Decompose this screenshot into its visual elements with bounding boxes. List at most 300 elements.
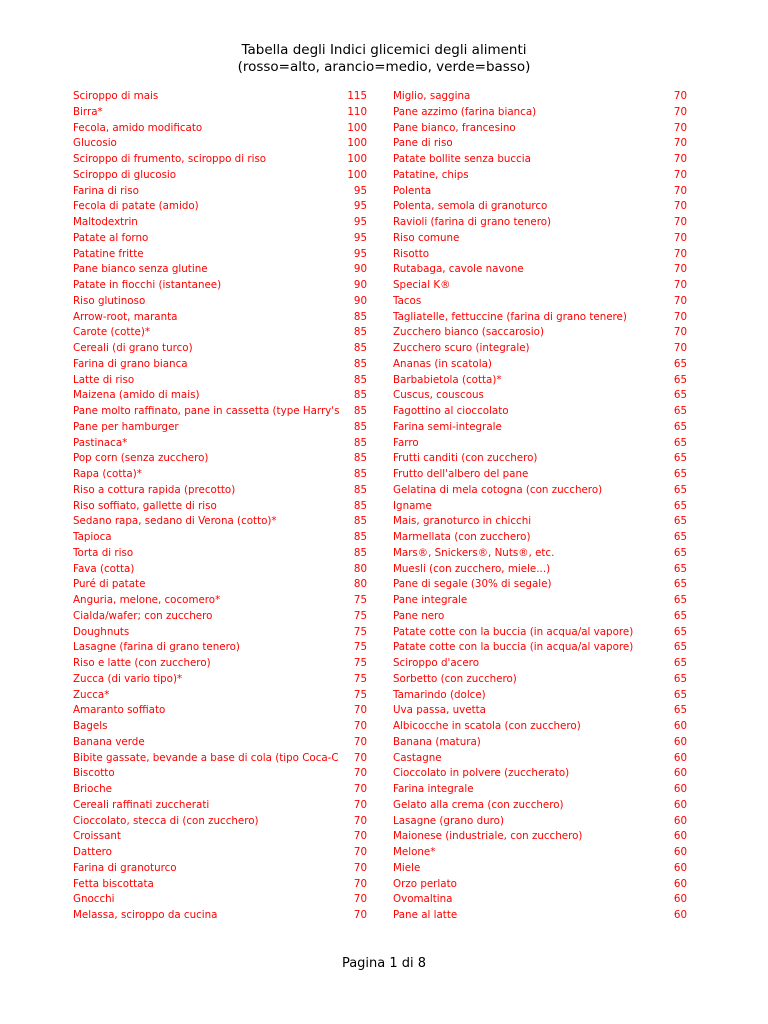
food-name: Anguria, melone, cocomero* bbox=[73, 594, 221, 606]
table-row bbox=[393, 121, 687, 137]
food-name: Farina semi-integrale bbox=[393, 420, 502, 433]
table-row bbox=[73, 121, 367, 137]
glycemic-index-value: 60 bbox=[673, 877, 687, 890]
table-row bbox=[393, 892, 687, 908]
glycemic-index-value: 85 bbox=[353, 357, 367, 370]
glycemic-index-value: 85 bbox=[353, 405, 367, 417]
food-name: Cereali (di grano turco) bbox=[73, 342, 193, 354]
table-row bbox=[393, 341, 687, 357]
table-row bbox=[393, 420, 687, 436]
glycemic-index-value: 70 bbox=[673, 263, 687, 276]
glycemic-index-value: 85 bbox=[353, 326, 367, 339]
table-row bbox=[393, 436, 687, 452]
table-row bbox=[73, 341, 367, 357]
food-name: Patate in fiocchi (istantanee) bbox=[73, 279, 222, 291]
food-name: Pane azzimo (farina bianca) bbox=[393, 105, 537, 118]
glycemic-index-value: 100 bbox=[347, 153, 367, 165]
table-row bbox=[393, 798, 687, 814]
glycemic-index-value: 70 bbox=[673, 184, 687, 197]
food-name: Frutto dell'albero del pane bbox=[393, 468, 529, 480]
glycemic-index-value: 65 bbox=[673, 704, 687, 717]
glycemic-index-value: 70 bbox=[353, 830, 367, 843]
glycemic-index-value: 60 bbox=[673, 783, 687, 795]
table-row bbox=[73, 751, 367, 767]
glycemic-index-value: 65 bbox=[673, 672, 687, 685]
glycemic-index-value: 70 bbox=[673, 216, 687, 228]
table-row bbox=[393, 483, 687, 499]
table-row bbox=[393, 152, 687, 168]
glycemic-index-value: 85 bbox=[353, 499, 367, 512]
glycemic-index-value: 70 bbox=[673, 153, 687, 165]
food-name: Glucosio bbox=[73, 137, 117, 150]
glycemic-index-value: 85 bbox=[353, 436, 367, 449]
glycemic-index-value: 65 bbox=[673, 657, 687, 669]
food-name: Fagottino al cioccolato bbox=[393, 405, 509, 417]
table-row bbox=[73, 310, 367, 326]
glycemic-index-value: 85 bbox=[353, 531, 367, 543]
food-name: Castagne bbox=[393, 751, 442, 764]
table-row bbox=[73, 373, 367, 389]
table-row bbox=[393, 546, 687, 562]
glycemic-index-value: 95 bbox=[353, 231, 367, 244]
table-row bbox=[393, 231, 687, 247]
table-row bbox=[393, 451, 687, 467]
food-list-left-column bbox=[73, 89, 367, 924]
food-name: Muesli (con zucchero, miele...) bbox=[393, 562, 551, 575]
glycemic-index-value: 70 bbox=[673, 279, 687, 291]
food-name: Mars®, Snickers®, Nuts®, etc. bbox=[393, 546, 555, 559]
food-name: Sciroppo d'acero bbox=[393, 657, 479, 669]
table-row bbox=[73, 766, 367, 782]
food-name: Fava (cotta) bbox=[73, 562, 135, 575]
glycemic-index-value: 60 bbox=[673, 830, 687, 843]
table-row bbox=[393, 514, 687, 530]
food-name: Farina di riso bbox=[73, 184, 139, 197]
glycemic-index-value: 70 bbox=[673, 342, 687, 354]
glycemic-index-value: 60 bbox=[673, 846, 687, 858]
glycemic-index-value: 95 bbox=[353, 200, 367, 213]
glycemic-index-value: 85 bbox=[353, 515, 367, 528]
table-row bbox=[393, 688, 687, 704]
glycemic-index-value: 70 bbox=[673, 326, 687, 339]
food-name: Pastinaca* bbox=[73, 436, 128, 449]
table-row bbox=[73, 593, 367, 609]
glycemic-index-value: 65 bbox=[673, 688, 687, 701]
table-row bbox=[73, 562, 367, 578]
food-name: Birra* bbox=[73, 105, 103, 118]
glycemic-index-value: 70 bbox=[353, 846, 367, 858]
glycemic-index-value: 70 bbox=[353, 751, 367, 764]
glycemic-index-value: 70 bbox=[673, 121, 687, 134]
food-name: Fecola di patate (amido) bbox=[73, 200, 199, 213]
table-row bbox=[393, 656, 687, 672]
table-row bbox=[393, 357, 687, 373]
table-row bbox=[73, 640, 367, 656]
food-name: Tagliatelle, fettuccine (farina di grano tenere) bbox=[393, 310, 627, 323]
glycemic-index-value: 70 bbox=[353, 877, 367, 890]
glycemic-index-value: 65 bbox=[673, 531, 687, 543]
table-row bbox=[393, 168, 687, 184]
food-name: Sciroppo di frumento, sciroppo di riso bbox=[73, 153, 267, 165]
food-name: Latte di riso bbox=[73, 373, 135, 386]
food-name: Dattero bbox=[73, 846, 112, 858]
food-name: Riso e latte (con zucchero) bbox=[73, 657, 211, 669]
food-name: Bibite gassate, bevande a base di cola (tipo Coca-C bbox=[73, 751, 339, 764]
table-row bbox=[73, 357, 367, 373]
glycemic-index-value: 65 bbox=[673, 389, 687, 402]
glycemic-index-value: 70 bbox=[353, 767, 367, 780]
table-row bbox=[73, 483, 367, 499]
glycemic-index-value: 65 bbox=[673, 499, 687, 512]
food-name: Maionese (industriale, con zucchero) bbox=[393, 830, 583, 843]
table-row bbox=[393, 814, 687, 830]
food-name: Maltodextrin bbox=[73, 216, 138, 228]
table-row bbox=[73, 609, 367, 625]
food-name: Ananas (in scatola) bbox=[393, 357, 492, 370]
table-row bbox=[73, 388, 367, 404]
food-name: Pane bianco, francesino bbox=[393, 121, 516, 134]
food-name: Pane al latte bbox=[393, 909, 458, 921]
glycemic-index-value: 65 bbox=[673, 483, 687, 496]
table-row bbox=[73, 514, 367, 530]
food-name: Ravioli (farina di grano tenero) bbox=[393, 216, 552, 228]
table-row bbox=[73, 798, 367, 814]
food-name: Fetta biscottata bbox=[73, 877, 154, 890]
food-name: Doughnuts bbox=[73, 625, 130, 638]
table-row bbox=[393, 215, 687, 231]
glycemic-index-value: 90 bbox=[353, 263, 367, 276]
glycemic-index-value: 100 bbox=[347, 168, 367, 181]
table-row bbox=[393, 294, 687, 310]
food-name: Bagels bbox=[73, 720, 108, 732]
table-row bbox=[73, 184, 367, 200]
glycemic-index-value: 65 bbox=[673, 562, 687, 575]
food-name: Biscotto bbox=[73, 767, 115, 780]
table-row bbox=[73, 467, 367, 483]
food-name: Polenta bbox=[393, 184, 432, 197]
food-name: Melone* bbox=[393, 846, 436, 858]
table-row bbox=[73, 420, 367, 436]
food-name: Banana (matura) bbox=[393, 735, 481, 748]
table-row bbox=[73, 294, 367, 310]
glycemic-index-value: 85 bbox=[353, 373, 367, 386]
food-name: Farina di granoturco bbox=[73, 861, 177, 874]
food-name: Lasagne (grano duro) bbox=[393, 814, 504, 827]
glycemic-index-value: 60 bbox=[673, 798, 687, 811]
glycemic-index-value: 70 bbox=[673, 90, 687, 102]
glycemic-index-value: 85 bbox=[353, 546, 367, 559]
food-name: Tamarindo (dolce) bbox=[393, 688, 486, 701]
glycemic-index-value: 60 bbox=[673, 861, 687, 874]
table-row bbox=[73, 719, 367, 735]
glycemic-index-value: 70 bbox=[353, 861, 367, 874]
table-row bbox=[393, 310, 687, 326]
table-row bbox=[393, 672, 687, 688]
glycemic-index-value: 65 bbox=[673, 515, 687, 528]
food-name: Pop corn (senza zucchero) bbox=[73, 452, 209, 465]
table-row bbox=[393, 404, 687, 420]
glycemic-index-value: 65 bbox=[673, 405, 687, 417]
food-name: Amaranto soffiato bbox=[73, 704, 166, 717]
table-row bbox=[393, 388, 687, 404]
glycemic-index-value: 65 bbox=[673, 357, 687, 370]
food-name: Patatine, chips bbox=[393, 168, 469, 181]
table-row bbox=[393, 199, 687, 215]
glycemic-index-value: 65 bbox=[673, 436, 687, 449]
table-row bbox=[73, 656, 367, 672]
table-row bbox=[393, 845, 687, 861]
glycemic-index-value: 60 bbox=[673, 751, 687, 764]
table-row bbox=[393, 735, 687, 751]
food-name: Sciroppo di glucosio bbox=[73, 168, 177, 181]
table-row bbox=[393, 829, 687, 845]
food-name: Pane di segale (30% di segale) bbox=[393, 578, 552, 591]
food-name: Farro bbox=[393, 436, 419, 449]
table-row bbox=[73, 861, 367, 877]
food-name: Zucca (di vario tipo)* bbox=[73, 672, 183, 685]
food-list-right-column bbox=[393, 89, 687, 924]
glycemic-index-value: 75 bbox=[353, 594, 367, 606]
glycemic-index-value: 115 bbox=[347, 90, 367, 102]
table-row bbox=[73, 877, 367, 893]
glycemic-index-value: 65 bbox=[673, 609, 687, 622]
food-name: Fecola, amido modificato bbox=[73, 121, 203, 134]
glycemic-index-value: 90 bbox=[353, 294, 367, 307]
food-name: Sciroppo di mais bbox=[73, 90, 159, 102]
table-row bbox=[393, 719, 687, 735]
glycemic-index-value: 85 bbox=[353, 310, 367, 323]
food-name: Polenta, semola di granoturco bbox=[393, 200, 548, 213]
table-row bbox=[73, 404, 367, 420]
title-line-1: Tabella degli Indici glicemici degli alimenti bbox=[241, 42, 527, 58]
glycemic-index-value: 85 bbox=[353, 452, 367, 465]
food-name: Maizena (amido di mais) bbox=[73, 389, 200, 402]
food-name: Zucchero bianco (saccarosio) bbox=[393, 326, 544, 339]
glycemic-index-value: 70 bbox=[673, 137, 687, 150]
food-name: Uva passa, uvetta bbox=[393, 704, 486, 717]
food-name: Arrow-root, maranta bbox=[73, 310, 178, 323]
glycemic-index-value: 70 bbox=[353, 814, 367, 827]
glycemic-index-value: 85 bbox=[353, 420, 367, 433]
glycemic-index-value: 85 bbox=[353, 483, 367, 496]
glycemic-index-value: 95 bbox=[353, 247, 367, 260]
food-name: Riso comune bbox=[393, 231, 460, 244]
food-name: Pane di riso bbox=[393, 137, 453, 150]
food-name: Zucchero scuro (integrale) bbox=[393, 342, 530, 354]
food-name: Special K® bbox=[393, 279, 451, 291]
glycemic-index-value: 60 bbox=[673, 893, 687, 906]
table-row bbox=[73, 735, 367, 751]
glycemic-index-value: 75 bbox=[353, 688, 367, 701]
glycemic-index-value: 65 bbox=[673, 594, 687, 606]
glycemic-index-value: 85 bbox=[353, 389, 367, 402]
food-name: Pane bianco senza glutine bbox=[73, 263, 208, 276]
table-row bbox=[73, 325, 367, 341]
table-row bbox=[73, 199, 367, 215]
glycemic-index-value: 60 bbox=[673, 909, 687, 921]
food-name: Croissant bbox=[73, 830, 121, 843]
food-name: Riso a cottura rapida (precotto) bbox=[73, 483, 236, 496]
table-row bbox=[73, 152, 367, 168]
table-row bbox=[393, 625, 687, 641]
food-name: Patate al forno bbox=[73, 231, 149, 244]
food-name: Zucca* bbox=[73, 688, 110, 701]
food-name: Sedano rapa, sedano di Verona (cotto)* bbox=[73, 515, 277, 528]
food-name: Ovomaltina bbox=[393, 893, 453, 906]
glycemic-index-value: 75 bbox=[353, 609, 367, 622]
food-name: Riso glutinoso bbox=[73, 294, 146, 307]
glycemic-index-value: 65 bbox=[673, 452, 687, 465]
table-row bbox=[73, 814, 367, 830]
glycemic-index-value: 65 bbox=[673, 641, 687, 654]
table-row bbox=[393, 262, 687, 278]
table-row bbox=[393, 593, 687, 609]
food-name: Patatine fritte bbox=[73, 247, 144, 260]
glycemic-index-value: 70 bbox=[353, 909, 367, 921]
table-row bbox=[393, 766, 687, 782]
food-name: Farina integrale bbox=[393, 783, 474, 795]
table-row bbox=[393, 184, 687, 200]
glycemic-index-value: 80 bbox=[353, 562, 367, 575]
glycemic-index-value: 70 bbox=[673, 168, 687, 181]
glycemic-index-value: 70 bbox=[673, 294, 687, 307]
table-row bbox=[393, 325, 687, 341]
table-row bbox=[73, 829, 367, 845]
glycemic-index-value: 80 bbox=[353, 578, 367, 591]
glycemic-index-value: 100 bbox=[347, 121, 367, 134]
food-name: Miele bbox=[393, 861, 421, 874]
glycemic-index-value: 60 bbox=[673, 720, 687, 732]
table-row bbox=[73, 892, 367, 908]
glycemic-index-value: 75 bbox=[353, 625, 367, 638]
table-row bbox=[73, 136, 367, 152]
table-row bbox=[393, 247, 687, 263]
food-name: Cioccolato, stecca di (con zucchero) bbox=[73, 814, 259, 827]
food-name: Patate bollite senza buccia bbox=[393, 153, 531, 165]
table-row bbox=[73, 105, 367, 121]
food-name: Rapa (cotta)* bbox=[73, 468, 142, 480]
glycemic-index-value: 75 bbox=[353, 657, 367, 669]
glycemic-index-value: 70 bbox=[353, 735, 367, 748]
glycemic-index-value: 90 bbox=[353, 279, 367, 291]
table-row bbox=[73, 546, 367, 562]
table-row bbox=[393, 530, 687, 546]
table-row bbox=[393, 278, 687, 294]
food-name: Gnocchi bbox=[73, 893, 115, 906]
table-row bbox=[393, 467, 687, 483]
table-row bbox=[393, 499, 687, 515]
table-row bbox=[73, 577, 367, 593]
table-row bbox=[393, 908, 687, 924]
food-name: Patate cotte con la buccia (in acqua/al vapore) bbox=[393, 625, 634, 638]
glycemic-index-value: 75 bbox=[353, 672, 367, 685]
food-name: Igname bbox=[393, 499, 432, 512]
table-row bbox=[393, 877, 687, 893]
table-row bbox=[73, 499, 367, 515]
food-name: Frutti canditi (con zucchero) bbox=[393, 452, 538, 465]
food-name: Cioccolato in polvere (zuccherato) bbox=[393, 767, 570, 780]
glycemic-index-value: 95 bbox=[353, 184, 367, 197]
food-name: Riso soffiato, gallette di riso bbox=[73, 499, 217, 512]
table-row bbox=[73, 782, 367, 798]
food-name: Orzo perlato bbox=[393, 877, 457, 890]
food-name: Torta di riso bbox=[73, 546, 134, 559]
glycemic-index-value: 65 bbox=[673, 546, 687, 559]
document-title bbox=[0, 42, 768, 75]
food-name: Lasagne (farina di grano tenero) bbox=[73, 641, 240, 654]
food-name: Tapioca bbox=[73, 531, 112, 543]
table-row bbox=[73, 278, 367, 294]
glycemic-index-value: 70 bbox=[353, 783, 367, 795]
glycemic-index-value: 110 bbox=[347, 105, 367, 118]
food-name: Pane per hamburger bbox=[73, 420, 179, 433]
table-row bbox=[73, 625, 367, 641]
table-row bbox=[73, 672, 367, 688]
food-name: Pane molto raffinato, pane in cassetta (type Harry's bbox=[73, 405, 339, 417]
food-name: Farina di grano bianca bbox=[73, 357, 188, 370]
table-row bbox=[393, 105, 687, 121]
table-row bbox=[393, 751, 687, 767]
food-name: Carote (cotte)* bbox=[73, 326, 151, 339]
glycemic-index-value: 60 bbox=[673, 767, 687, 780]
page-number: Pagina 1 di 8 bbox=[341, 956, 427, 971]
glycemic-index-value: 70 bbox=[353, 798, 367, 811]
food-name: Pane nero bbox=[393, 609, 445, 622]
table-row bbox=[73, 262, 367, 278]
glycemic-index-value: 100 bbox=[347, 137, 367, 150]
table-row bbox=[73, 451, 367, 467]
glycemic-index-value: 65 bbox=[673, 578, 687, 591]
glycemic-index-value: 70 bbox=[353, 893, 367, 906]
food-name: Barbabietola (cotta)* bbox=[393, 373, 502, 386]
glycemic-index-value: 85 bbox=[353, 342, 367, 354]
table-row bbox=[73, 89, 367, 105]
table-row bbox=[393, 89, 687, 105]
glycemic-index-value: 70 bbox=[673, 105, 687, 118]
food-name: Cuscus, couscous bbox=[393, 389, 484, 402]
food-name: Albicocche in scatola (con zucchero) bbox=[393, 720, 581, 732]
table-row bbox=[393, 136, 687, 152]
table-row bbox=[393, 782, 687, 798]
glycemic-index-value: 60 bbox=[673, 814, 687, 827]
table-row bbox=[73, 530, 367, 546]
table-row bbox=[73, 688, 367, 704]
food-name: Patate cotte con la buccia (in acqua/al vapore) bbox=[393, 641, 634, 654]
food-name: Gelato alla crema (con zucchero) bbox=[393, 798, 564, 811]
table-row bbox=[393, 373, 687, 389]
food-name: Rutabaga, cavole navone bbox=[393, 263, 524, 276]
glycemic-index-value: 65 bbox=[673, 625, 687, 638]
glycemic-index-value: 85 bbox=[353, 468, 367, 480]
food-name: Cereali raffinati zuccherati bbox=[73, 798, 210, 811]
table-row bbox=[73, 845, 367, 861]
table-row bbox=[73, 703, 367, 719]
food-name: Banana verde bbox=[73, 735, 145, 748]
glycemic-index-value: 65 bbox=[673, 468, 687, 480]
glycemic-index-value: 75 bbox=[353, 641, 367, 654]
table-row bbox=[393, 703, 687, 719]
table-row bbox=[73, 168, 367, 184]
table-row bbox=[73, 247, 367, 263]
food-name: Sorbetto (con zucchero) bbox=[393, 672, 517, 685]
glycemic-index-value: 95 bbox=[353, 216, 367, 228]
glycemic-index-value: 60 bbox=[673, 735, 687, 748]
table-row bbox=[73, 436, 367, 452]
table-row bbox=[393, 562, 687, 578]
food-name: Cialda/wafer; con zucchero bbox=[73, 609, 213, 622]
glycemic-index-value: 70 bbox=[353, 704, 367, 717]
table-row bbox=[393, 577, 687, 593]
